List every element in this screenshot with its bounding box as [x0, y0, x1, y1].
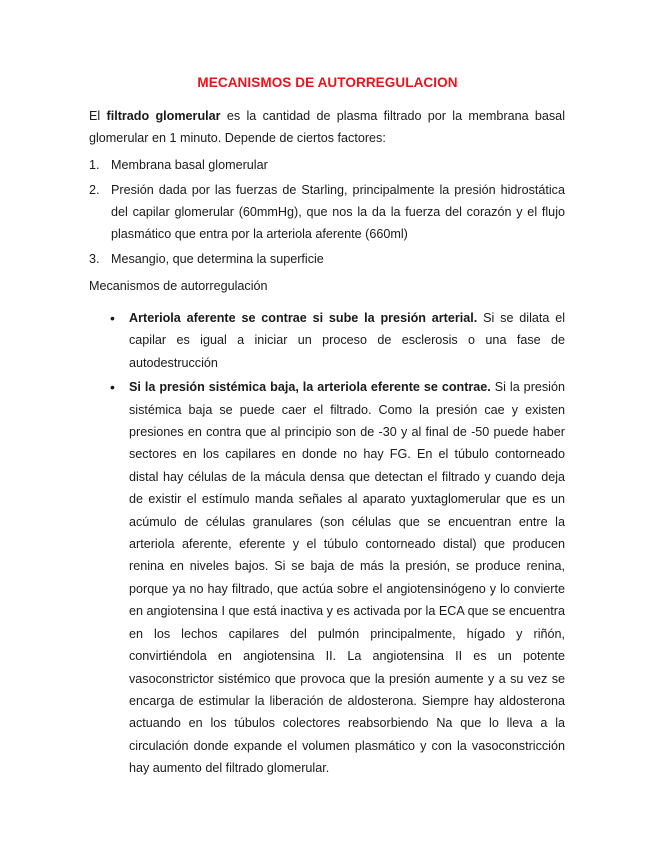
list-item-text: Presión dada por las fuerzas de Starling, principalmente la presión hidrostática del capilar glomerular (60mmHg), que nos la da la fuerza del corazón y el flujo plasmático que entra por la arteriola aferente (660ml) — [111, 183, 565, 241]
list-item — [89, 248, 565, 270]
mechanism-bold: Arteriola aferente se contrae si sube la presión arterial. — [129, 311, 478, 325]
list-number: 3. — [89, 252, 100, 266]
list-item — [89, 179, 565, 245]
mechanism-text: Si se dilata el capilar es igual a iniciar un proceso de esclerosis o una fase de autodestrucción — [129, 311, 566, 370]
list-item — [89, 154, 565, 176]
mechanisms-list — [110, 307, 565, 782]
mechanism-text: Si la presión sistémica baja se puede caer el filtrado. Como la presión cae y existen presiones en contra que al principio son de -30 y al final de -50 puede haber sectores en los capilares en donde no hay FG. En el túbulo contorneado distal hay células de la mácula densa que detectan el filtrado y cuando deja de existir el estímulo manda señales al aparato yuxtaglomerular que es un acúmulo de células granulares (son células que se encuentran entre la arteriola aferente, eferente y el túbulo contorneado distal) que producen renina en niveles bajos. Si se baja de más la presión, se produce renina, porque ya no hay filtrado, que actúa sobre el angiotensinógeno y lo convierte en angiotensina I que está inactiva y es activada por la ECA que se encuentra en los lechos capilares del pulmón principalmente, hígado y riñón, convirtiéndola en angiotensina II. La angiotensina II es un potente vasoconstrictor sistémico que provoca que la presión aumente y a su vez se encarga de estimular la liberación de aldosterona. Siempre hay aldosterona actuando en los túbulos colectores reabsorbiendo Na que lo lleva a la circulación donde expande el volumen plasmático y con la vasoconstricción hay aumento del filtrado glomerular. — [129, 380, 565, 776]
document-title: MECANISMOS DE AUTORREGULACION — [197, 75, 458, 90]
intro-paragraph — [89, 105, 565, 149]
factors-list — [89, 154, 565, 273]
bullet-icon: • — [110, 379, 115, 396]
intro-prefix: El — [89, 109, 107, 123]
mechanisms-heading: Mecanismos de autorregulación — [89, 279, 268, 293]
list-number: 2. — [89, 183, 100, 197]
list-item-text: Membrana basal glomerular — [111, 158, 268, 172]
list-item — [110, 376, 565, 779]
list-item-text: Mesangio, que determina la superficie — [111, 252, 324, 266]
list-number: 1. — [89, 158, 100, 172]
bullet-icon: • — [110, 310, 115, 326]
intro-bold-term: filtrado glomerular — [106, 109, 221, 123]
intro-text: es la cantidad de plasma filtrado por la membrana basal glomerular en 1 minuto. Depende de ciertos factores: — [89, 109, 565, 145]
list-item — [110, 307, 565, 374]
mechanism-bold: Si la presión sistémica baja, la arteriola eferente se contrae. — [129, 380, 491, 395]
